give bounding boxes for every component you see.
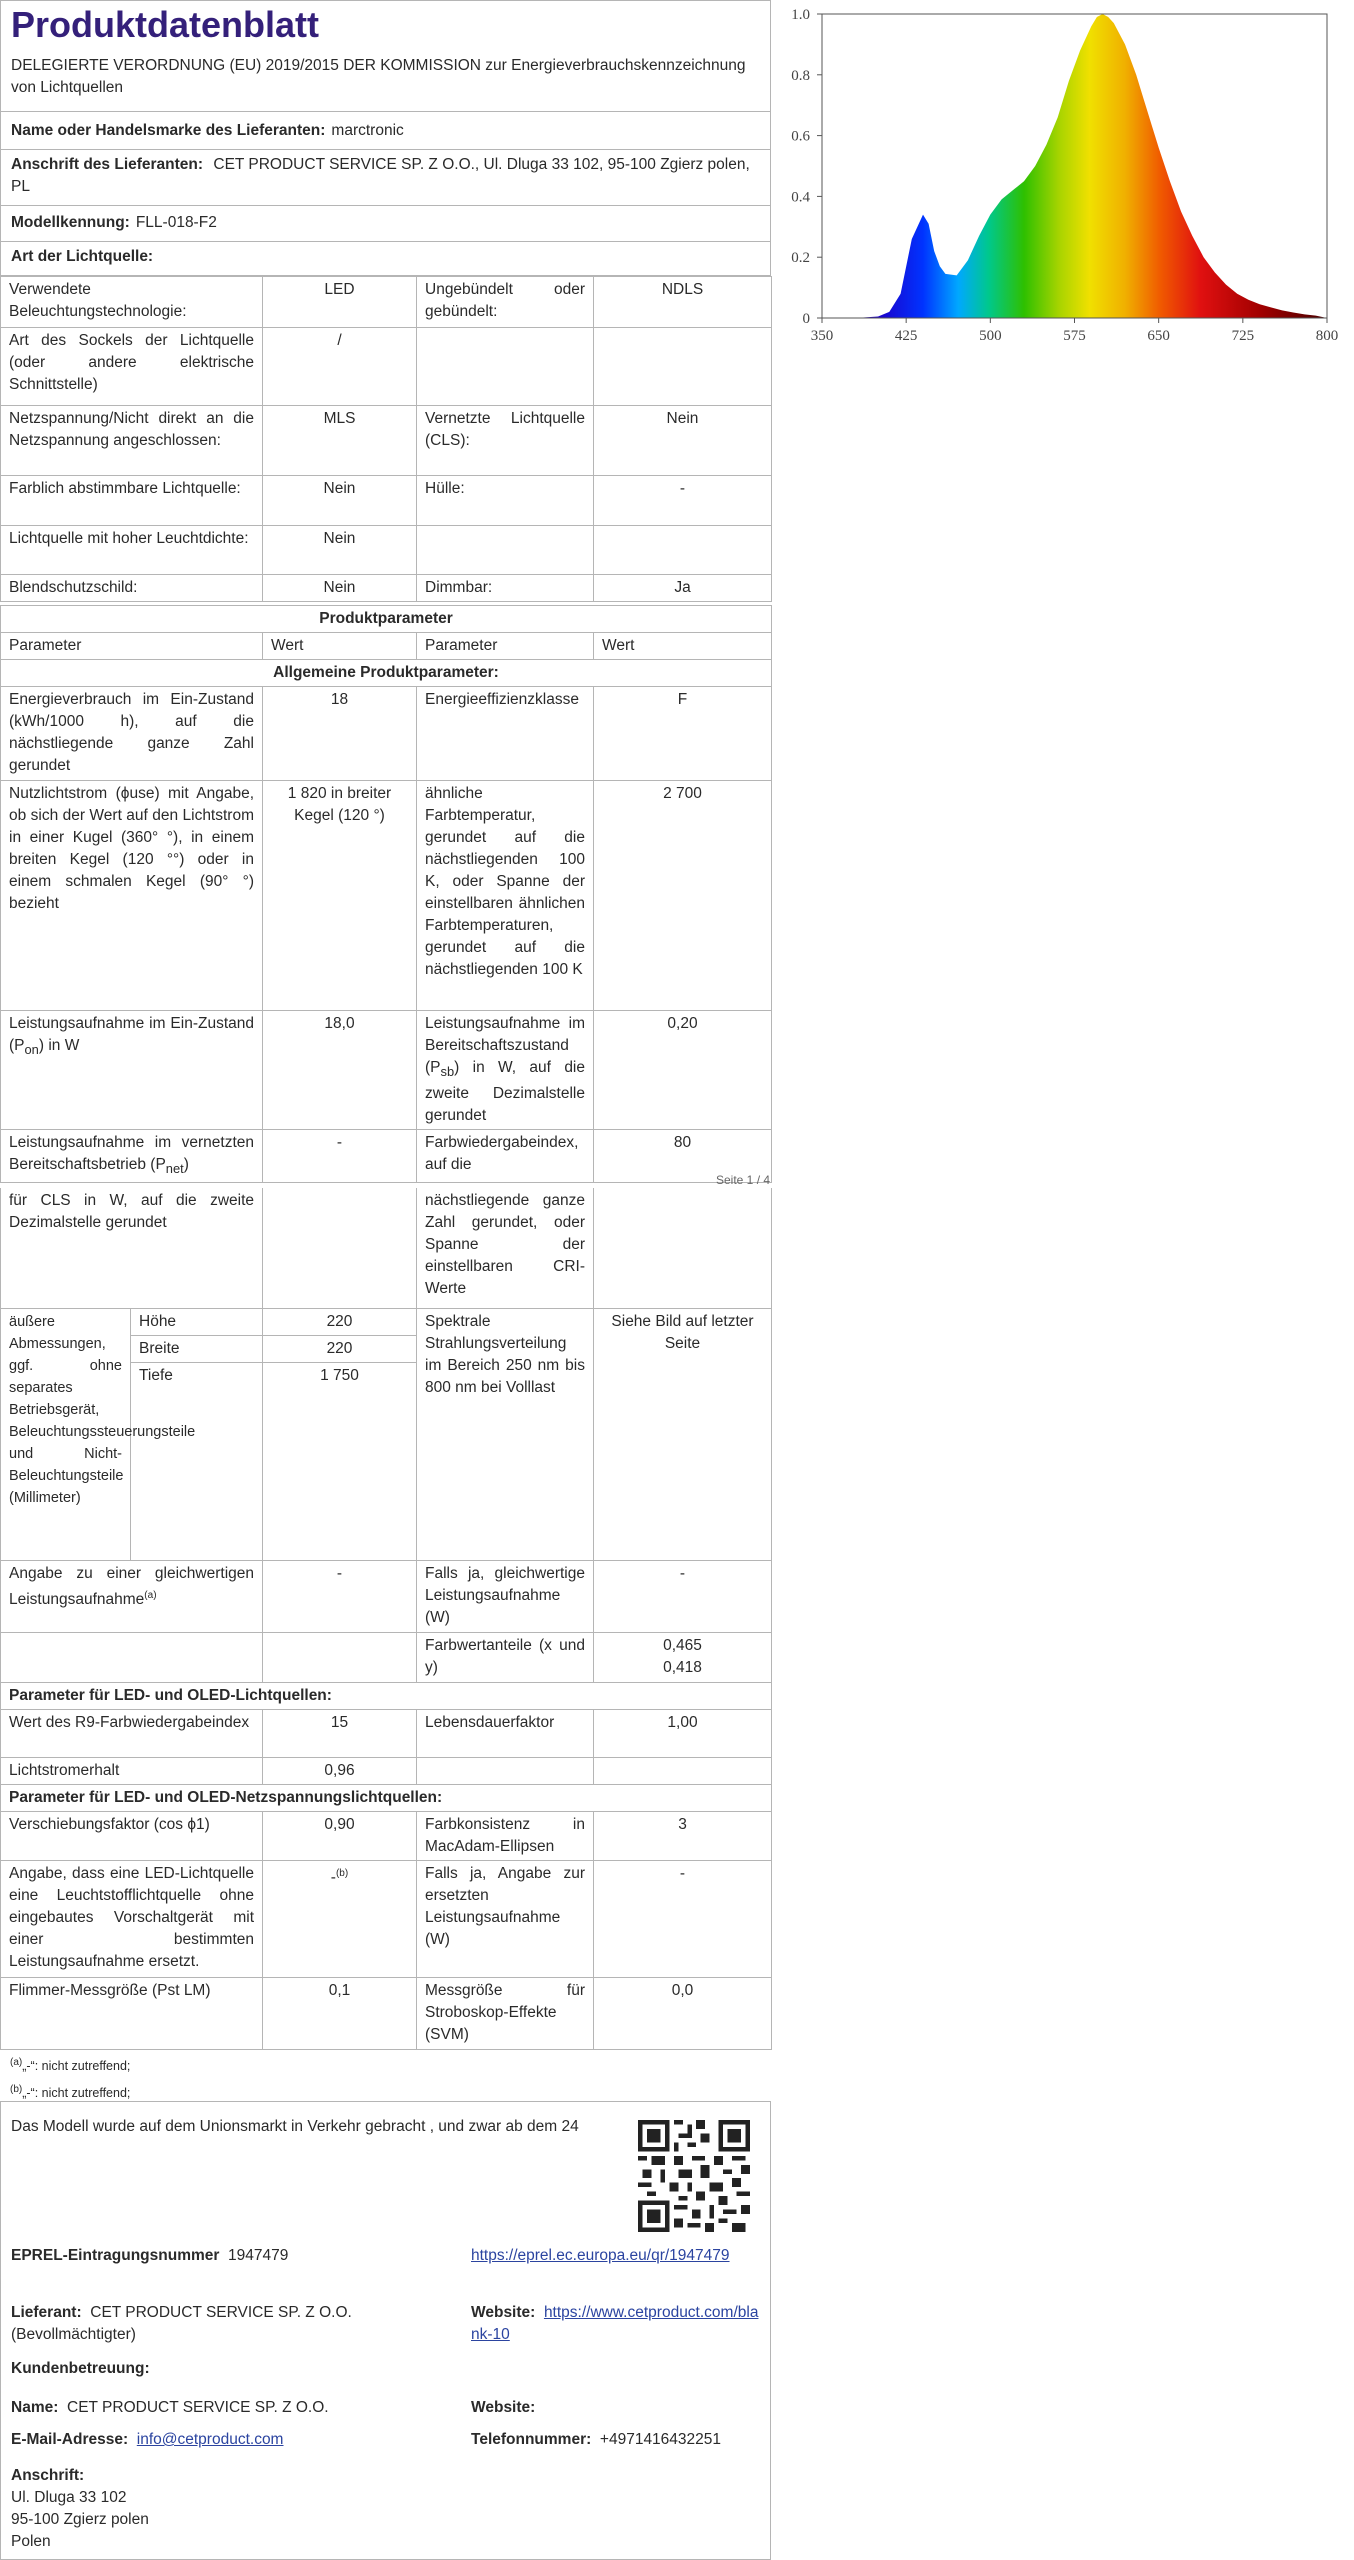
param-label: Farbwiedergabeindex, auf die	[417, 1130, 594, 1183]
supplier-row	[11, 2302, 461, 2346]
param-value: 0,96	[263, 1757, 417, 1784]
light-source-type-row	[0, 242, 771, 276]
param-label: Messgröße für Stroboskop-Effekte (SVM)	[417, 1977, 594, 2049]
table-row	[1, 1188, 772, 1308]
datasheet-page-1	[0, 0, 771, 1183]
supplier-address-row	[0, 150, 771, 206]
param-value: -	[263, 1560, 417, 1632]
param-value: Siehe Bild auf letzter Seite	[594, 1308, 772, 1560]
customer-service-heading: Kundenbetreuung:	[11, 2360, 150, 2377]
address-line: Ul. Dluga 33 102	[11, 2489, 127, 2506]
supplier-address-label: Anschrift des Lieferanten:	[11, 156, 204, 173]
param-label: Lichtquelle mit hoher Leuchtdichte:	[1, 526, 263, 575]
dimension-value: 1 750	[263, 1362, 417, 1560]
param-value: -$^{(b)}$	[263, 1860, 417, 1977]
light-source-table	[0, 276, 772, 602]
table-row	[1, 1011, 772, 1130]
param-label: ähnliche Farbtemperatur, gerundet auf die nächstliegenden 100 K, oder Spanne der einstellbaren ähnlichen Farbtemperaturen, gerundet auf die nächstliegenden 100 K	[417, 781, 594, 1011]
param-label	[417, 328, 594, 406]
x-tick-label: 425	[894, 328, 918, 344]
y-tick-label: 1.0	[791, 7, 810, 23]
model-row	[0, 206, 771, 242]
chromaticity-values: 0,465 0,418	[594, 1632, 772, 1682]
param-label: Wert des R9-Farbwiedergabeindex	[1, 1709, 263, 1757]
table-row	[1, 1130, 772, 1183]
dimension-name: Höhe	[131, 1308, 263, 1335]
param-value: Nein	[263, 526, 417, 575]
param-value: LED	[263, 277, 417, 328]
page-title: Produktdatenblatt	[11, 4, 320, 45]
name-row	[11, 2397, 329, 2419]
param-label: Leistungsaufnahme im Bereitschaftszustand $(P_{sb})$ in W, auf die zweite Dezimalstelle gerundet	[417, 1011, 594, 1130]
y-tick-label: 0.2	[791, 250, 810, 267]
table-row	[1, 526, 772, 575]
supplier-value: CET PRODUCT SERVICE SP. Z O.O. (Bevollmächtigter)	[11, 2304, 352, 2343]
product-params-table	[0, 605, 772, 1183]
name-label: Name:	[11, 2399, 59, 2416]
param-label: Dimmbar:	[417, 575, 594, 602]
table-row	[1, 476, 772, 526]
mains-params-heading: Parameter für LED- und OLED-Netzspannungslichtquellen:	[1, 1784, 772, 1811]
x-tick-label: 575	[1063, 328, 1086, 344]
param-label: Lebensdauerfaktor	[417, 1709, 594, 1757]
param-value	[594, 526, 772, 575]
address-line: 95-100 Zgierz polen	[11, 2511, 149, 2528]
table-row	[1, 1757, 772, 1784]
y-tick-label: 0	[802, 311, 810, 327]
footnote-a: $^{(a)}$„-“: nicht zutreffend;	[10, 2056, 131, 2073]
param-label: Angabe, dass eine LED-Lichtquelle eine Leuchtstofflichtquelle ohne eingebautes Vorschaltgerät mit einer bestimmten Leistungsaufnahme ersetzt.	[1, 1860, 263, 1977]
param-label: Angabe zu einer gleichwertigen Leistungsaufnahme$^{(a)}$	[1, 1560, 263, 1632]
param-value: 0,0	[594, 1977, 772, 2049]
table-row	[1, 1308, 772, 1335]
param-label: Verschiebungsfaktor (cos ϕ1)	[1, 1811, 263, 1860]
table-row	[1, 1709, 772, 1757]
param-value: Nein	[263, 575, 417, 602]
param-value: -	[594, 1560, 772, 1632]
param-label: Verwendete Beleuchtungstechnologie:	[1, 277, 263, 328]
table-row	[1, 1632, 772, 1682]
dimension-value: 220	[263, 1335, 417, 1362]
phone-value: +4971416432251	[599, 2431, 722, 2448]
dimension-name: Tiefe	[131, 1362, 263, 1560]
param-label	[417, 526, 594, 575]
dimension-name: Breite	[131, 1335, 263, 1362]
y-tick-label: 0.6	[791, 128, 810, 145]
name-value: CET PRODUCT SERVICE SP. Z O.O.	[67, 2399, 329, 2416]
y-tick-label: 0.8	[791, 67, 810, 84]
param-value	[594, 328, 772, 406]
eprel-value: 1947479	[228, 2247, 289, 2264]
address-label: Anschrift:	[11, 2467, 85, 2484]
supplier-name-row	[0, 112, 771, 150]
table-row	[1, 575, 772, 602]
led-params-heading: Parameter für LED- und OLED-Lichtquellen:	[1, 1682, 772, 1709]
param-value: NDLS	[594, 277, 772, 328]
supplier-name-label: Name oder Handelsmarke des Lieferanten:	[11, 122, 326, 139]
param-value: 18	[263, 687, 417, 781]
param-label: Falls ja, Angabe zur ersetzten Leistungsaufnahme (W)	[417, 1860, 594, 1977]
column-header-row	[1, 633, 772, 660]
param-label: nächstliegende ganze Zahl gerundet, oder Spanne der einstellbaren CRI-Werte	[417, 1188, 594, 1308]
param-value: 18,0	[263, 1011, 417, 1130]
spectrum-chart-svg	[777, 0, 1354, 360]
email-row	[11, 2429, 283, 2451]
dimensions-label: äußere Abmessungen, ggf. ohne separates Betriebsgerät, Beleuchtungssteuerungsteile und Nicht-Beleuchtungsteile (Millimeter)	[1, 1308, 131, 1560]
param-value: 80	[594, 1130, 772, 1183]
table-row	[1, 687, 772, 781]
param-value: 1,00	[594, 1709, 772, 1757]
continued-params-table	[0, 1188, 772, 2050]
model-value: FLL-018-F2	[135, 214, 217, 231]
param-value: -	[594, 476, 772, 526]
qr-code-icon[interactable]	[638, 2120, 750, 2232]
table-row	[1, 1560, 772, 1632]
param-label: Blendschutzschild:	[1, 575, 263, 602]
param-label: Farbkonsistenz in MacAdam-Ellipsen	[417, 1811, 594, 1860]
table-row	[1, 781, 772, 1011]
param-value: /	[263, 328, 417, 406]
column-header: Wert	[263, 633, 417, 660]
website2-row	[471, 2397, 535, 2419]
product-params-heading: Produktparameter	[1, 606, 772, 633]
eprel-info-box	[0, 2101, 771, 2560]
website2-label: Website:	[471, 2399, 536, 2416]
page-number: Seite 1 / 4	[716, 1173, 771, 1187]
param-value: Nein	[263, 476, 417, 526]
table-row	[1, 1977, 772, 2049]
table-row	[1, 328, 772, 406]
param-label: Lichtstromerhalt	[1, 1757, 263, 1784]
param-value: Ja	[594, 575, 772, 602]
spectrum-area	[822, 14, 1327, 318]
param-label: Energieeffizienzklasse	[417, 687, 594, 781]
table-row	[1, 1811, 772, 1860]
param-value: -	[594, 1860, 772, 1977]
param-value: Nein	[594, 406, 772, 476]
param-value: 0,20	[594, 1011, 772, 1130]
param-label: Spektrale Strahlungsverteilung im Bereich 250 nm bis 800 nm bei Volllast	[417, 1308, 594, 1560]
website-row	[471, 2302, 761, 2346]
x-tick-label: 725	[1231, 328, 1255, 344]
table-row	[1, 406, 772, 476]
address-block	[11, 2465, 149, 2553]
param-label: Leistungsaufnahme im vernetzten Bereitschaftsbetrieb $(P_{net})$	[1, 1130, 263, 1183]
column-header: Parameter	[1, 633, 263, 660]
x-tick-label: 800	[1315, 328, 1339, 344]
param-value: 1 820 in breiter Kegel (120 °)	[263, 781, 417, 1011]
param-value: F	[594, 687, 772, 781]
param-label: Nutzlichtstrom (ϕuse) mit Angabe, ob sich der Wert auf den Lichtstrom in einer Kugel (360° °), in einem breiten Kegel (120 °°) oder in einem schmalen Kegel (90° °) bezieht	[1, 781, 263, 1011]
phone-label: Telefonnummer:	[471, 2431, 592, 2448]
param-value: 2 700	[594, 781, 772, 1011]
param-label: Farbwertanteile (x und y)	[417, 1632, 594, 1682]
model-label: Modellkennung:	[11, 214, 130, 231]
dimension-value: 220	[263, 1308, 417, 1335]
website-link[interactable]: https://www.cetproduct.com/blank-10	[471, 2304, 759, 2343]
supplier-label: Lieferant:	[11, 2304, 82, 2321]
x-tick-label: 350	[810, 328, 834, 344]
param-label: Hülle:	[417, 476, 594, 526]
column-header: Wert	[594, 633, 772, 660]
spectrum-chart	[777, 0, 1354, 360]
light-source-type-heading: Art der Lichtquelle:	[11, 248, 154, 265]
param-value	[594, 1188, 772, 1308]
supplier-name-value: marctronic	[331, 122, 404, 139]
param-value	[263, 1188, 417, 1308]
title-block	[0, 0, 771, 112]
footnote-b: $^{(b)}$„-“: nicht zutreffend;	[10, 2083, 131, 2100]
supplier-address-value: CET PRODUCT SERVICE SP. Z O.O., Ul. Dluga 33 102, 95-100 Zgierz polen, PL	[11, 156, 750, 195]
param-label: für CLS in W, auf die zweite Dezimalstelle gerundet	[1, 1188, 263, 1308]
x-tick-label: 650	[1147, 328, 1170, 344]
param-value: MLS	[263, 406, 417, 476]
param-value: -	[263, 1130, 417, 1183]
datasheet-page-2	[0, 1188, 771, 2106]
param-label: Farblich abstimmbare Lichtquelle:	[1, 476, 263, 526]
regulation-text: DELEGIERTE VERORDNUNG (EU) 2019/2015 DER KOMMISSION zur Energieverbrauchskennzeichnung von Lichtquellen	[11, 57, 746, 96]
param-label: Vernetzte Lichtquelle (CLS):	[417, 406, 594, 476]
address-line: Polen	[11, 2533, 51, 2550]
param-label: Netzspannung/Nicht direkt an die Netzspannung angeschlossen:	[1, 406, 263, 476]
param-value: 3	[594, 1811, 772, 1860]
column-header: Parameter	[417, 633, 594, 660]
param-label: Leistungsaufnahme im Ein-Zustand $(P_{on})$ in W	[1, 1011, 263, 1130]
param-value: 0,1	[263, 1977, 417, 2049]
general-params-heading: Allgemeine Produktparameter:	[1, 660, 772, 687]
eprel-link[interactable]: https://eprel.ec.europa.eu/qr/1947479	[471, 2247, 730, 2264]
x-tick-label: 500	[979, 328, 1002, 344]
table-row	[1, 277, 772, 328]
eprel-label: EPREL-Eintragungsnummer	[11, 2247, 220, 2264]
email-label: E-Mail-Adresse:	[11, 2431, 129, 2448]
email-link[interactable]: info@cetproduct.com	[136, 2431, 284, 2448]
eprel-number-row	[11, 2245, 288, 2267]
website-label: Website:	[471, 2304, 536, 2321]
table-row	[1, 1860, 772, 1977]
phone-row	[471, 2429, 721, 2451]
param-label: Flimmer-Messgröße (Pst LM)	[1, 1977, 263, 2049]
param-label: Ungebündelt oder gebündelt:	[417, 277, 594, 328]
param-label: Energieverbrauch im Ein-Zustand (kWh/1000 h), auf die nächstliegende ganze Zahl gerundet	[1, 687, 263, 781]
param-value: 15	[263, 1709, 417, 1757]
param-label: Falls ja, gleichwertige Leistungsaufnahme (W)	[417, 1560, 594, 1632]
market-date-text: Das Modell wurde auf dem Unionsmarkt in Verkehr gebracht , und zwar ab dem 24	[11, 2118, 579, 2135]
param-value: 0,90	[263, 1811, 417, 1860]
param-label: Art des Sockels der Lichtquelle (oder andere elektrische Schnittstelle)	[1, 328, 263, 406]
y-tick-label: 0.4	[791, 189, 810, 206]
